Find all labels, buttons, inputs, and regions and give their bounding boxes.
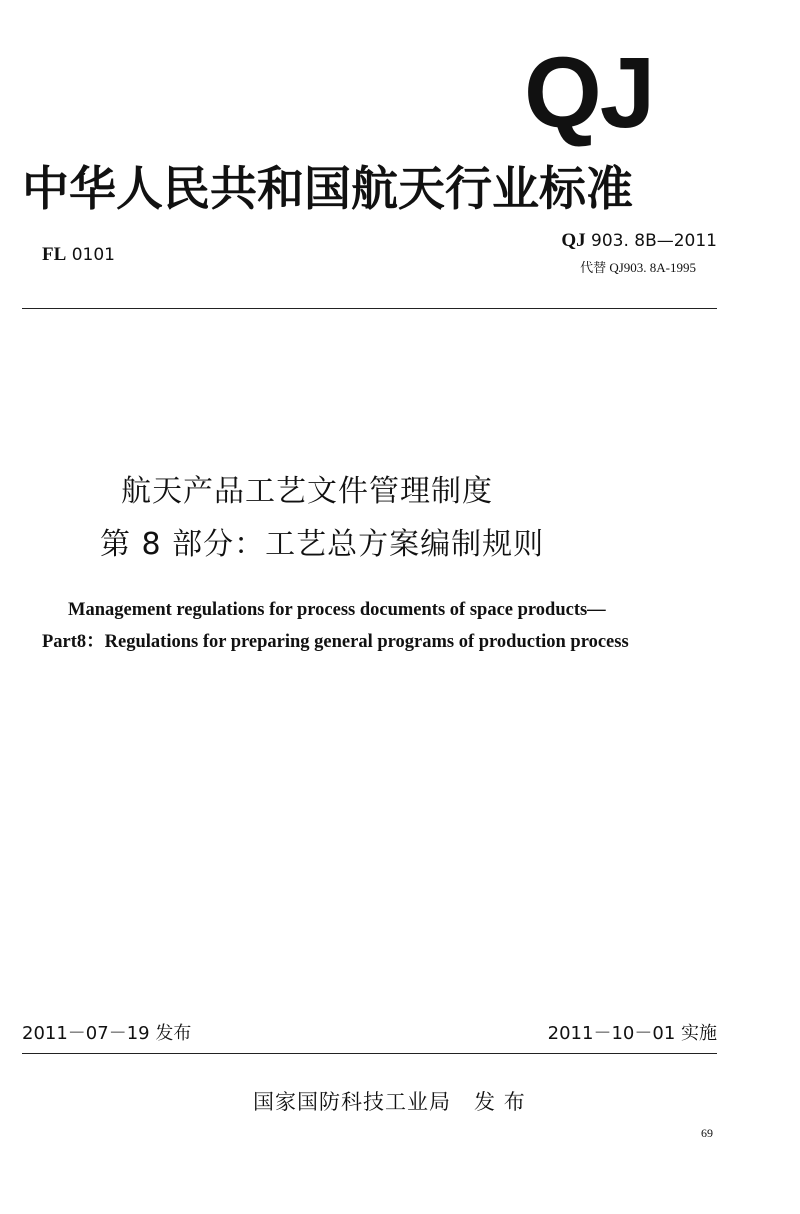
standard-number (561, 230, 717, 252)
title-cn-line1: 航天产品工艺文件管理制度 (121, 474, 493, 509)
classification-code (42, 244, 115, 266)
issuing-authority (253, 1086, 526, 1116)
standard-prefix: QJ (561, 230, 586, 251)
page-number: 69 (701, 1126, 713, 1140)
title-en-line1: Management regulations for process documents of space products— (68, 600, 606, 620)
standard-type-title: 中华人民共和国航天行业标准 (22, 162, 633, 217)
issuer-name: 国家国防科技工业局 (253, 1090, 451, 1114)
replaces-standard: 代替 QJ903. 8A-1995 (580, 260, 696, 275)
publish-date: 2011－07－19 发布 (22, 1023, 192, 1044)
standard-logo: QJ (524, 37, 654, 149)
title-cn-line2: 第 8 部分：工艺总方案编制规则 (100, 527, 545, 562)
implement-date: 2011－10－01 实施 (547, 1023, 717, 1044)
title-en-line2: Part8：Regulations for preparing general programs of production process (42, 632, 629, 652)
classification-prefix: FL (42, 244, 67, 265)
standard-code: 903. 8B—2011 (591, 231, 717, 251)
classification-number: 0101 (71, 245, 115, 265)
footer-divider (22, 1053, 717, 1054)
issuer-action: 发 布 (474, 1090, 526, 1114)
header-divider (22, 308, 717, 309)
